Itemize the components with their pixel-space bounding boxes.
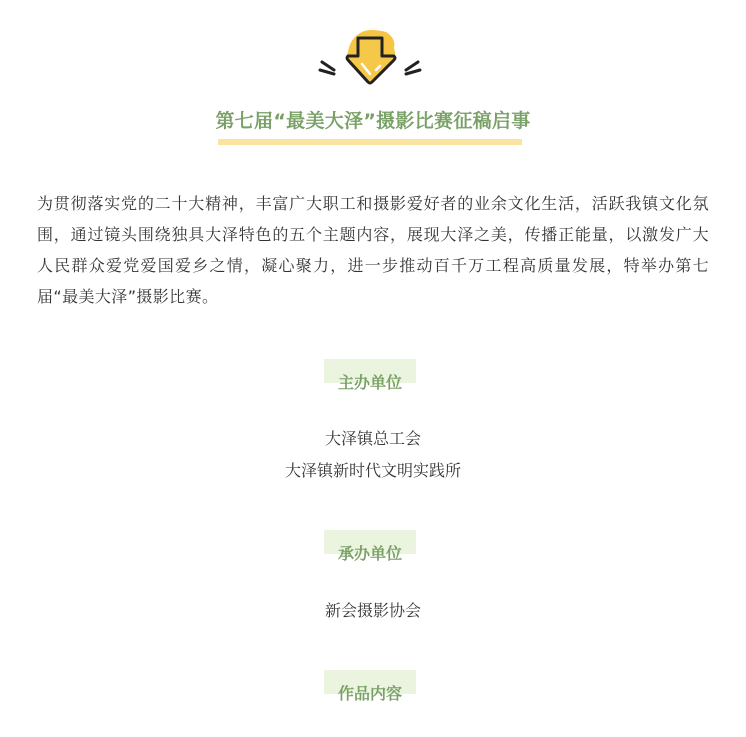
intro-paragraph: 为贯彻落实党的二十大精神，丰富广大职工和摄影爱好者的业余文化生活，活跃我镇文化氛围，通过镜头围绕独具大泽特色的五个主题内容，展现大泽之美，传播正能量，以激发广大人民群众爱党爱国爱乡之情，凝心聚力，进一步推动百千万工程高质量发展，特举办第七届“最美大泽”摄影比赛。 xyxy=(37,194,709,306)
section-heading-label: 主办单位 xyxy=(337,373,402,392)
host-line-1: 新会摄影协会 xyxy=(324,601,421,620)
section-heading-content xyxy=(324,670,416,706)
section-heading-label: 承办单位 xyxy=(337,544,402,563)
page-title: 第七届“最美大泽”摄影比赛征稿启事 xyxy=(215,110,531,132)
organizer-line-2: 大泽镇新时代文明实践所 xyxy=(284,461,461,480)
section-heading-label: 作品内容 xyxy=(337,684,402,703)
title-wrap xyxy=(0,106,746,136)
organizer-line-1: 大泽镇总工会 xyxy=(324,429,421,448)
section-heading-host xyxy=(324,530,416,566)
arrow-down-icon xyxy=(314,26,426,92)
title-underline xyxy=(218,139,522,145)
section-heading-organizer xyxy=(324,359,416,395)
